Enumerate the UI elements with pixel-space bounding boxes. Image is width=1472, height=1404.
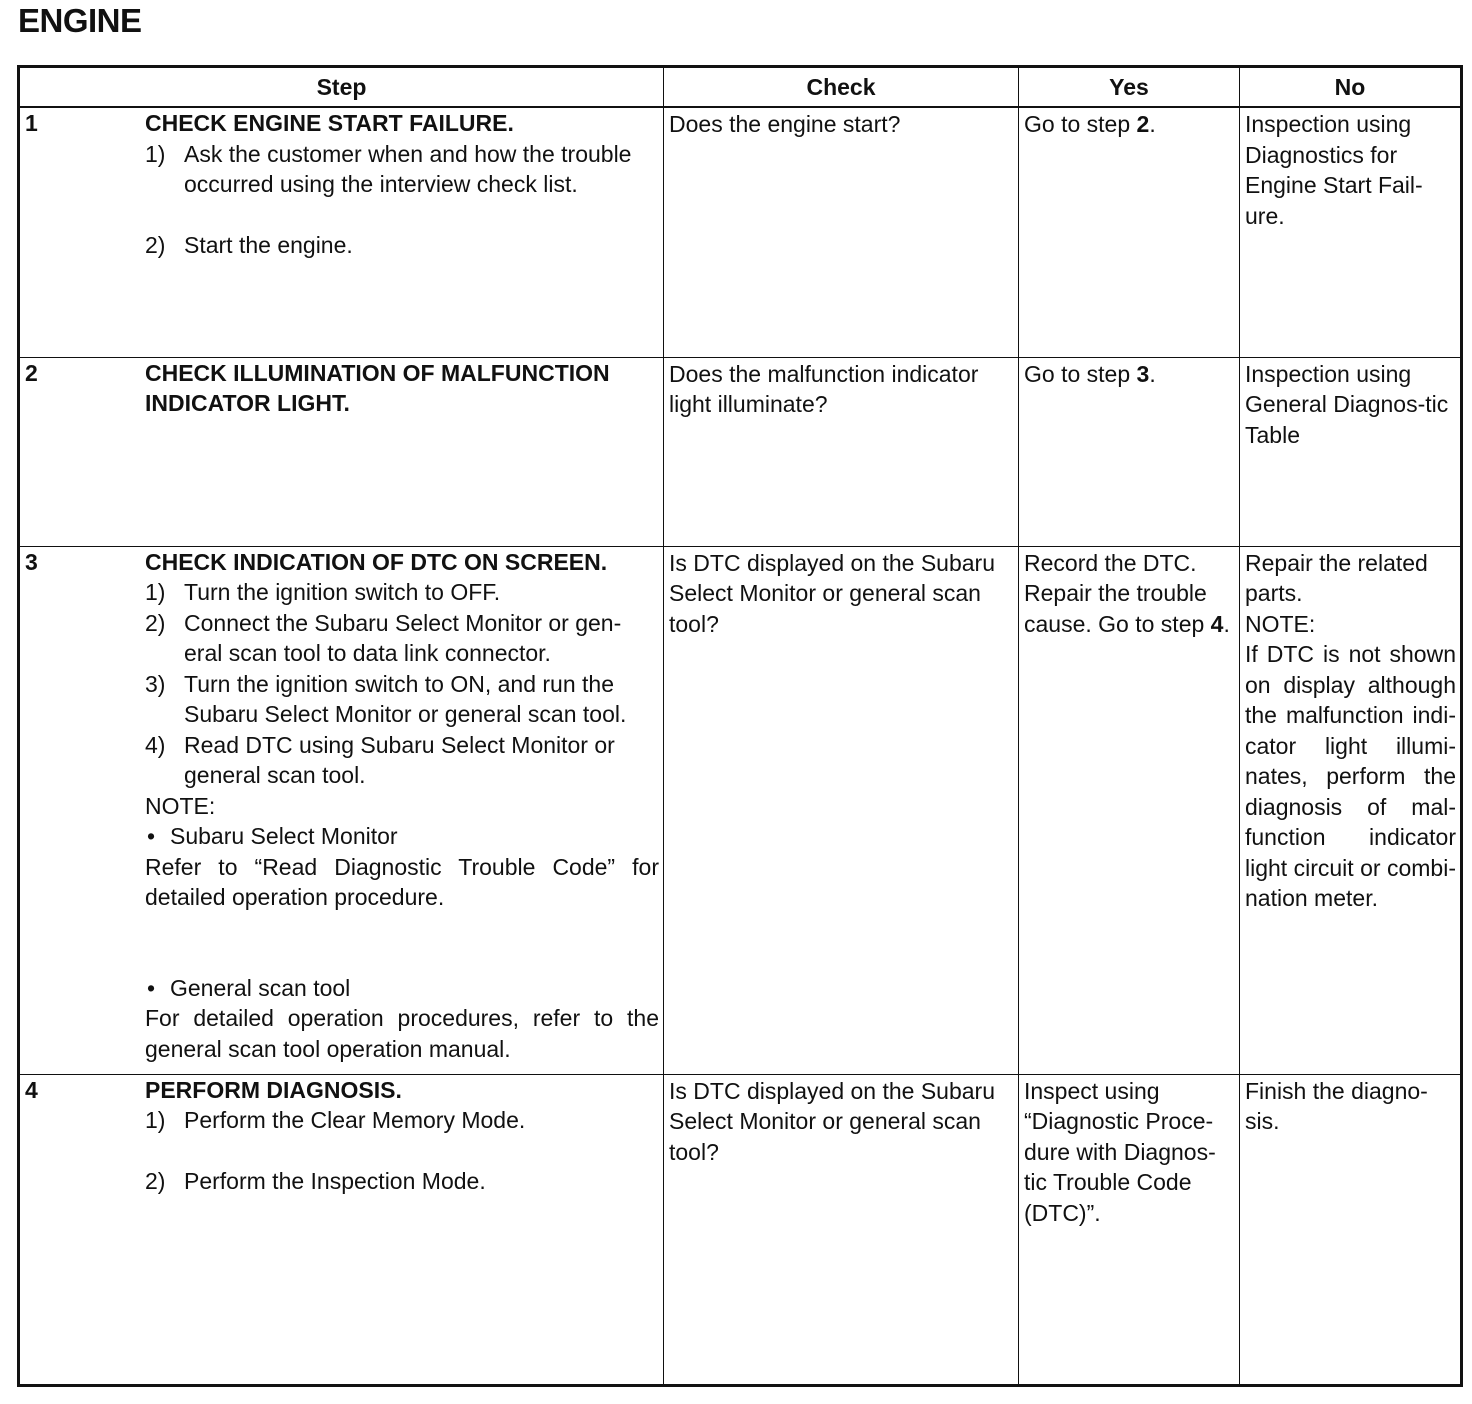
bullet-label: Subaru Select Monitor [170, 823, 398, 849]
item-number: 2) [145, 1167, 166, 1194]
step-cell [19, 1074, 664, 1385]
check-text: Is DTC displayed on the Subaru Select Monitor or general scan tool? [669, 549, 996, 637]
step-item [145, 230, 659, 261]
check-cell [664, 546, 1019, 1074]
no-cell [1240, 1074, 1462, 1385]
check-cell [664, 357, 1019, 546]
yes-text: Inspect using “Diagnostic Proce-dure with Diagnos-tic Trouble Code (DTC)”. [1024, 1077, 1216, 1226]
step-title: CHECK ILLUMINATION OF MALFUNCTION INDICATOR LIGHT. [145, 359, 610, 416]
no-note-label: NOTE: [1245, 610, 1316, 637]
table-row [19, 107, 1462, 357]
item-number: 1) [145, 140, 166, 167]
step-item [145, 608, 659, 669]
step-number: 2 [25, 359, 38, 386]
yes-text: Go to step 2. [1024, 111, 1156, 137]
no-text: Inspection using Diagnostics for Engine Start Fail-ure. [1245, 111, 1423, 229]
page-title: ENGINE [18, 2, 142, 39]
table-row [19, 1074, 1462, 1385]
yes-step-ref: 4 [1210, 610, 1224, 637]
check-text: Is DTC displayed on the Subaru Select Monitor or general scan tool? [669, 1077, 996, 1165]
item-text: Turn the ignition switch to OFF. [184, 579, 501, 605]
step-item [145, 1105, 659, 1136]
note-text: For detailed operation procedures, refer to the general scan tool operation manual. [145, 1005, 659, 1062]
no-cell [1240, 107, 1462, 357]
item-number: 4) [145, 731, 166, 758]
check-text: Does the malfunction indicator light illuminate? [669, 360, 979, 417]
no-cell [1240, 546, 1462, 1074]
yes-step-ref: 3 [1136, 360, 1150, 387]
note-bullet [145, 973, 659, 1004]
item-text: Start the engine. [184, 231, 353, 258]
table-header-row [19, 67, 1462, 108]
step-title: CHECK INDICATION OF DTC ON SCREEN. [145, 548, 608, 575]
header-step: Step [19, 67, 664, 108]
note-text: Refer to “Read Diagnostic Trouble Code” for detailed operation procedure. [145, 853, 659, 910]
item-text: Ask the customer when and how the trouble occurred using the interview check list. [184, 140, 632, 197]
step-item [145, 577, 659, 608]
no-text: Inspection using General Diagnos-tic Table [1245, 360, 1449, 448]
step-item [145, 139, 659, 200]
yes-cell [1019, 546, 1240, 1074]
item-text: Connect the Subaru Select Monitor or gen-eral scan tool to data link connector. [184, 609, 622, 666]
item-text: Read DTC using Subaru Select Monitor or general scan tool. [184, 731, 615, 788]
step-number: 1 [25, 110, 38, 136]
step-cell [19, 107, 664, 357]
table-row [19, 546, 1462, 1074]
no-note-text: If DTC is not shown on display although the malfunction indi-cator light illumi-nates, perform the diagnosis of mal-function indicator light circuit or combi-nation meter. [1245, 641, 1456, 911]
step-item [145, 1166, 659, 1197]
no-cell [1240, 357, 1462, 546]
item-number: 1) [145, 1107, 166, 1133]
yes-text: Record the DTC. Repair the trouble cause. Go to step 4. [1024, 549, 1230, 637]
step-number: 4 [25, 1076, 38, 1103]
item-text: Perform the Clear Memory Mode. [184, 1107, 526, 1133]
step-title: CHECK ENGINE START FAILURE. [145, 110, 514, 136]
header-yes: Yes [1019, 67, 1240, 108]
diagnostic-table [17, 65, 1463, 1387]
yes-cell [1019, 357, 1240, 546]
note-bullet [145, 821, 659, 852]
yes-step-ref: 2 [1136, 111, 1150, 137]
step-cell [19, 357, 664, 546]
yes-cell [1019, 1074, 1240, 1385]
table-row [19, 357, 1462, 546]
no-text: Finish the diagno-sis. [1245, 1077, 1428, 1134]
yes-text: Go to step 3. [1024, 360, 1156, 387]
note-label: NOTE: [145, 792, 216, 819]
header-check: Check [664, 67, 1019, 108]
no-text: Repair the related parts. [1245, 549, 1428, 606]
yes-cell [1019, 107, 1240, 357]
item-number: 2) [145, 609, 166, 636]
step-item [145, 730, 659, 791]
item-text: Perform the Inspection Mode. [184, 1167, 486, 1194]
step-number: 3 [25, 548, 38, 575]
item-number: 3) [145, 670, 166, 697]
step-item [145, 669, 659, 730]
bullet-icon: • [147, 974, 156, 1001]
bullet-label: General scan tool [170, 974, 351, 1001]
step-cell [19, 546, 664, 1074]
header-no: No [1240, 67, 1462, 108]
item-text: Turn the ignition switch to ON, and run the Subaru Select Monitor or general scan tool. [184, 670, 627, 727]
check-cell [664, 1074, 1019, 1385]
check-text: Does the engine start? [669, 111, 901, 137]
item-number: 1) [145, 579, 166, 605]
step-title: PERFORM DIAGNOSIS. [145, 1076, 402, 1103]
bullet-icon: • [147, 823, 156, 849]
check-cell [664, 107, 1019, 357]
item-number: 2) [145, 231, 166, 258]
